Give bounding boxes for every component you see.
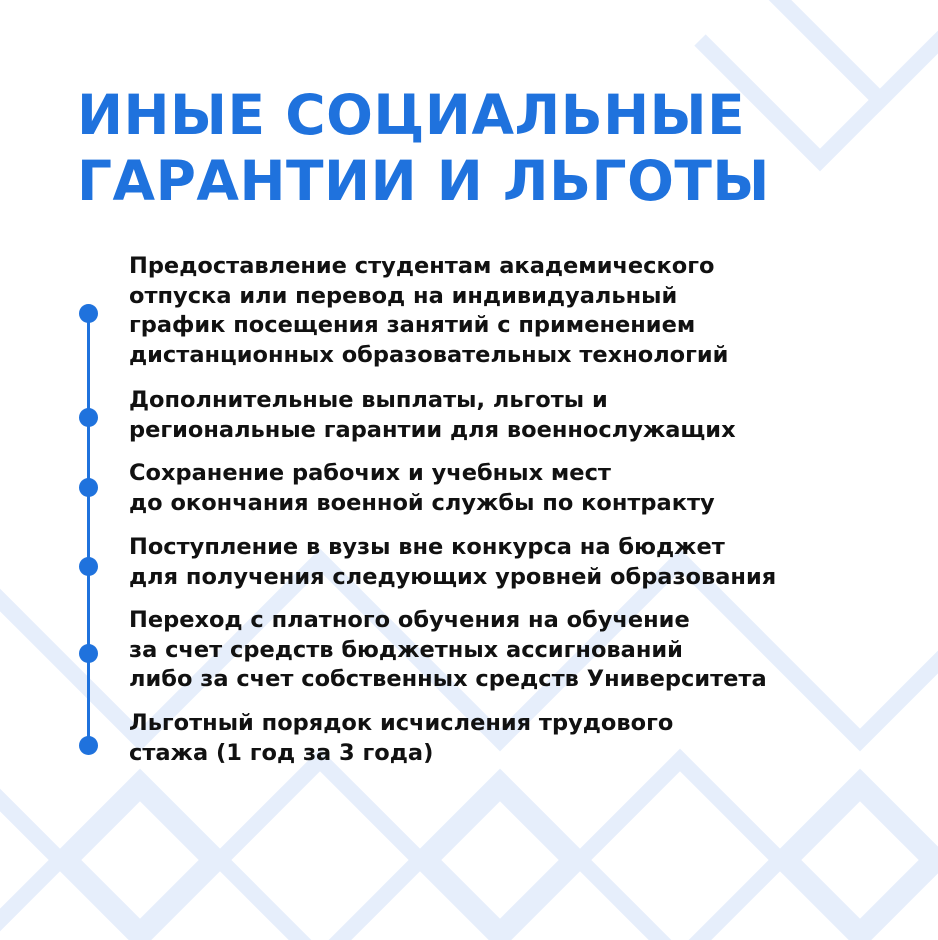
title-line-2: ГАРАНТИИ И ЛЬГОТЫ bbox=[77, 149, 770, 213]
timeline-bullet bbox=[79, 478, 98, 497]
benefit-item bbox=[129, 709, 673, 768]
benefit-line: Льготный порядок исчисления трудового bbox=[129, 710, 674, 736]
benefit-line: Сохранение рабочих и учебных мест bbox=[129, 460, 611, 486]
timeline-bullet bbox=[79, 557, 98, 576]
benefit-line: дистанционных образовательных технологий bbox=[129, 341, 729, 368]
benefit-line: Предоставление студентам академического bbox=[129, 253, 715, 279]
benefit-item bbox=[129, 386, 736, 445]
benefit-line: отпуска или перевод на индивидуальный bbox=[129, 282, 678, 309]
benefit-line: график посещения занятий с применением bbox=[129, 312, 696, 338]
benefit-line: Дополнительные выплаты, льготы и bbox=[129, 387, 608, 413]
timeline-bullet bbox=[79, 408, 98, 427]
benefit-line: за счет средств бюджетных ассигнований bbox=[129, 636, 683, 663]
benefit-line: региональные гарантии для военнослужащих bbox=[129, 416, 736, 443]
benefit-line: для получения следующих уровней образования bbox=[129, 563, 777, 590]
timeline-bullet bbox=[79, 736, 98, 755]
benefit-item bbox=[129, 252, 728, 370]
title-line-1: ИНЫЕ СОЦИАЛЬНЫЕ bbox=[77, 83, 746, 147]
page-title bbox=[77, 82, 770, 214]
timeline-bullet bbox=[79, 304, 98, 323]
timeline-line bbox=[87, 313, 90, 745]
benefit-item bbox=[129, 533, 776, 592]
benefit-line: стажа (1 год за 3 года) bbox=[129, 739, 434, 766]
benefit-line: Переход с платного обучения на обучение bbox=[129, 607, 690, 633]
timeline-bullet bbox=[79, 644, 98, 663]
benefit-item bbox=[129, 459, 715, 518]
benefit-line: либо за счет собственных средств Университета bbox=[129, 666, 767, 692]
benefit-item bbox=[129, 606, 767, 695]
benefit-line: Поступление в вузы вне конкурса на бюджет bbox=[129, 534, 725, 560]
benefit-line: до окончания военной службы по контракту bbox=[129, 489, 715, 516]
